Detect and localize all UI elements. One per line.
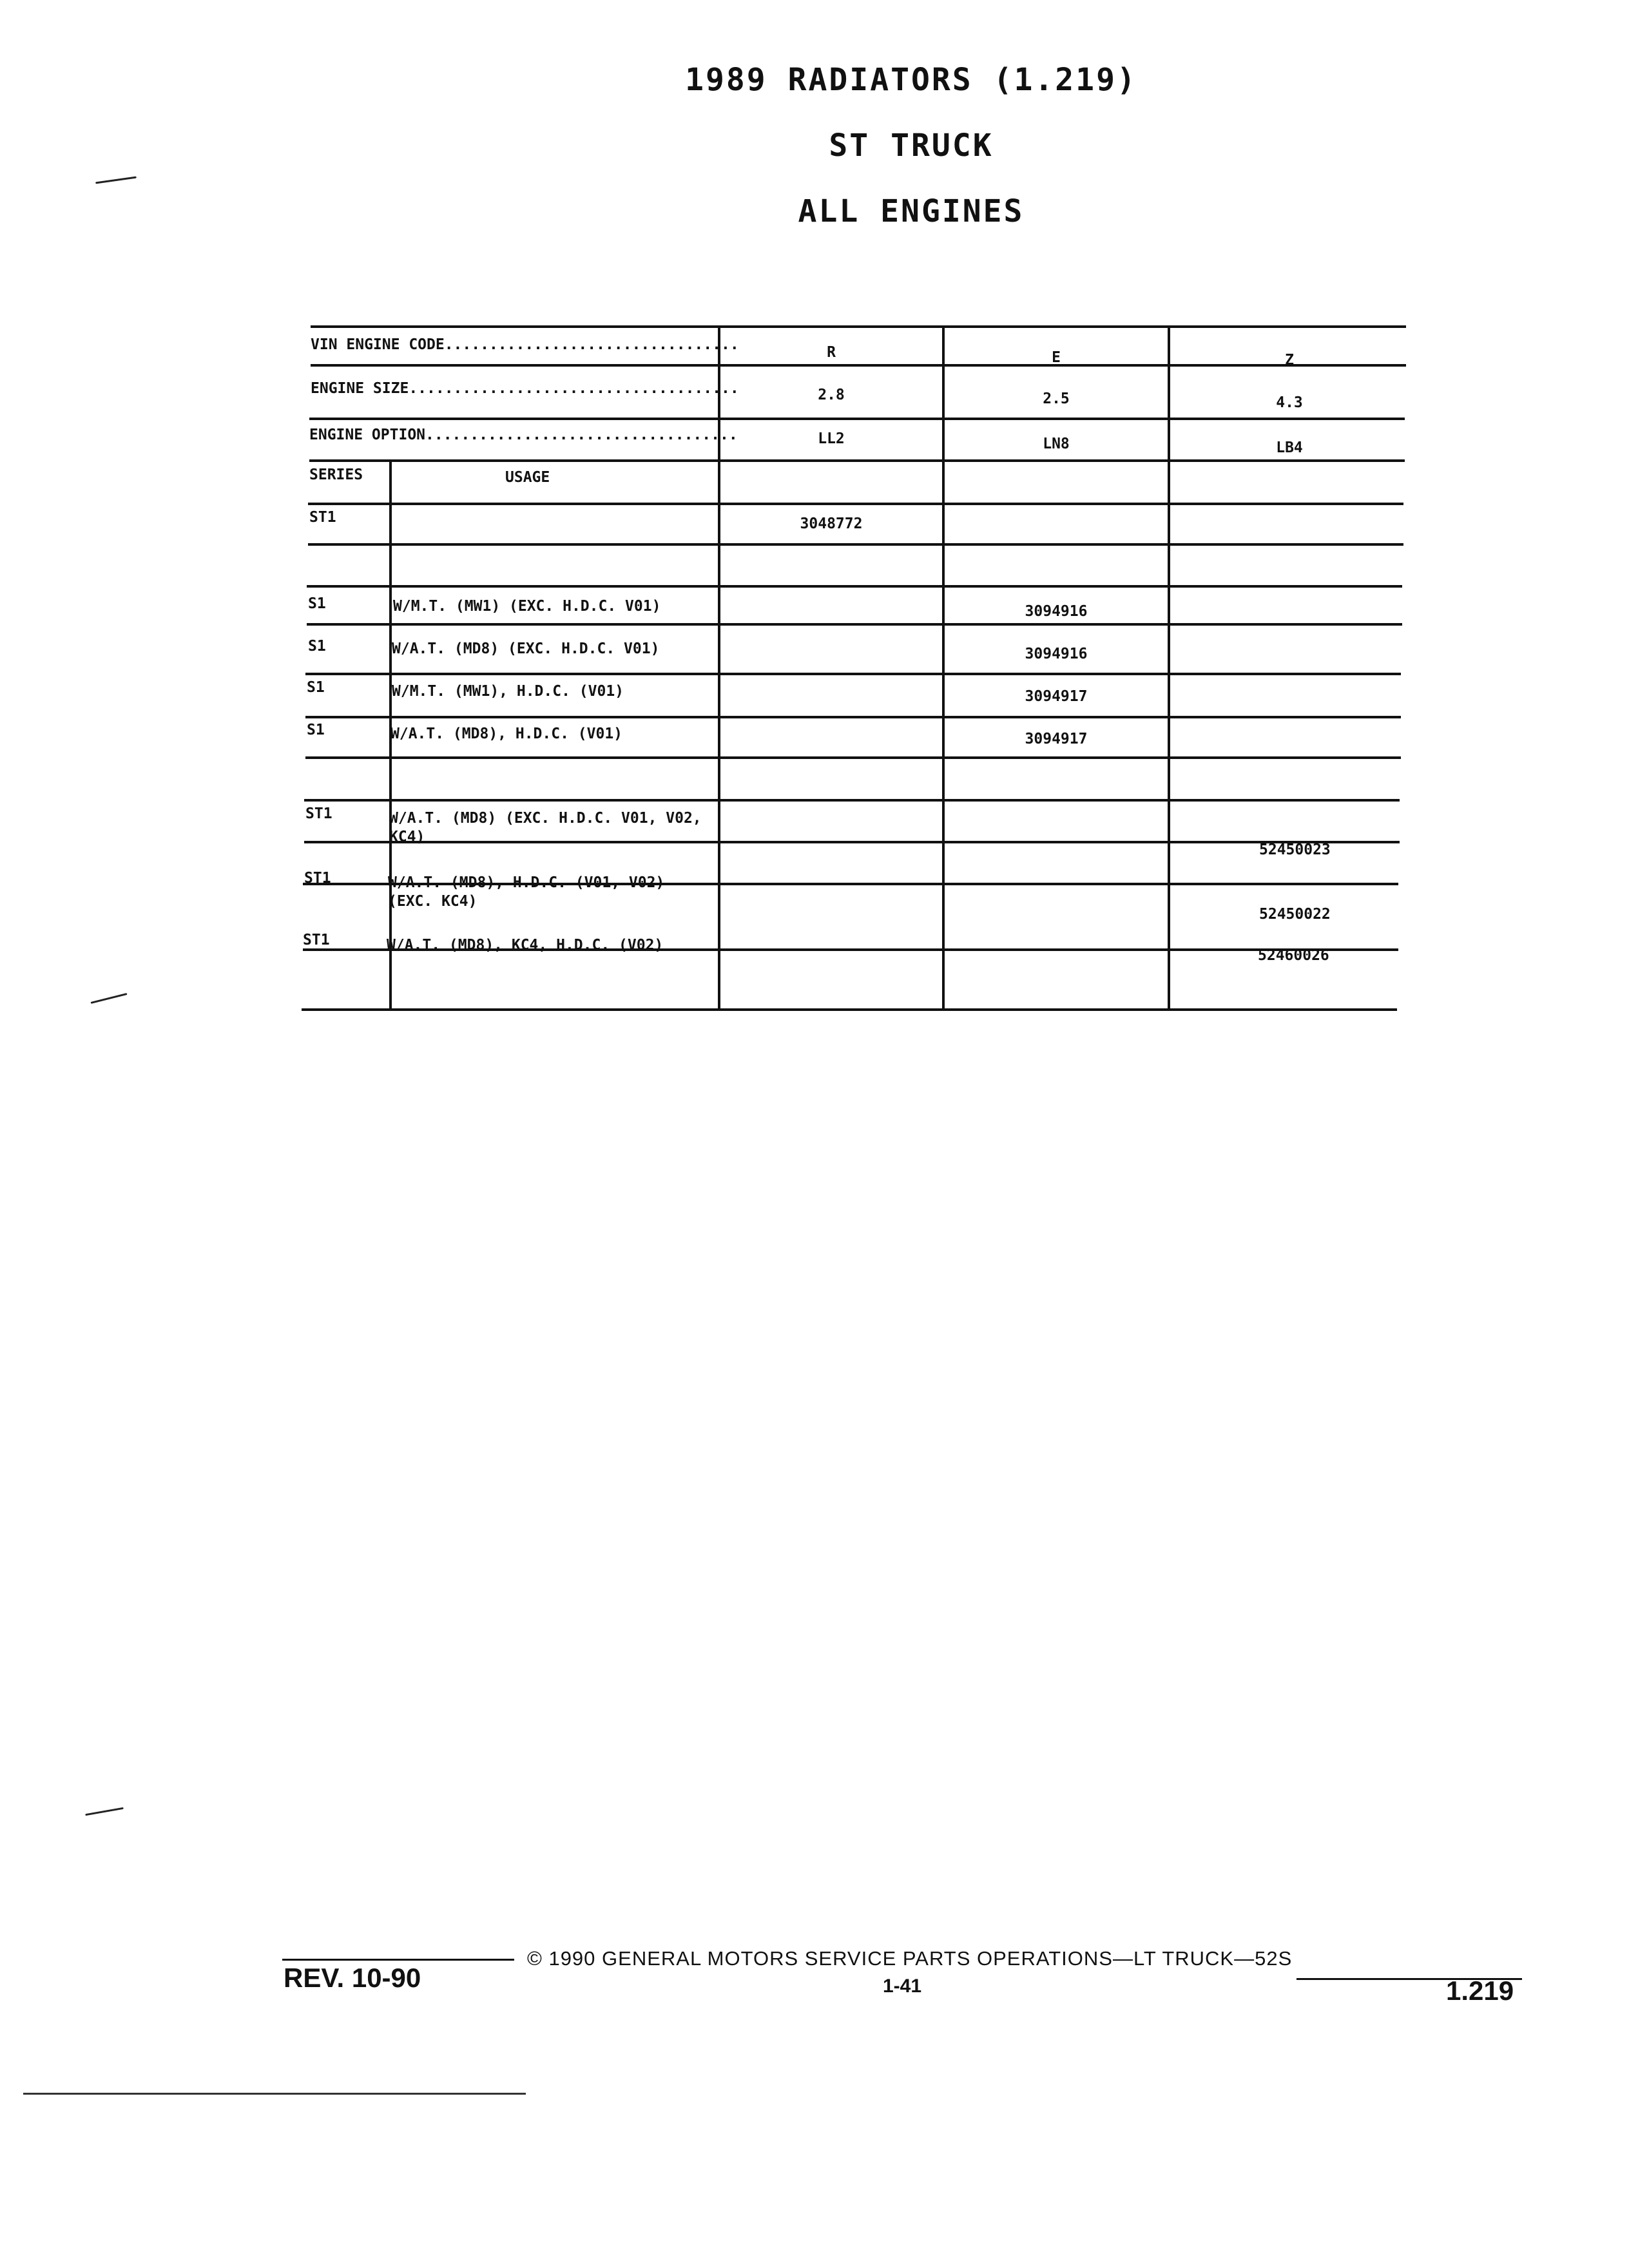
row-part-z: 52460026: [1258, 947, 1329, 964]
table-rule: [309, 459, 1405, 462]
row-series: ST1: [309, 509, 336, 526]
row-usage: W/A.T. (MD8), H.D.C. (V01, V02) (EXC. KC4): [388, 874, 665, 910]
engine-size-z: 4.3: [1276, 394, 1303, 411]
row-usage: W/M.T. (MW1) (EXC. H.D.C. V01): [393, 598, 661, 615]
table-rule: [307, 623, 1402, 626]
table-rule: [304, 799, 1400, 802]
row-part-e: 3094917: [1025, 688, 1088, 705]
row-series: S1: [308, 595, 326, 612]
row-usage: W/A.T. (MD8) (EXC. H.D.C. V01): [392, 640, 660, 657]
engine-size-label: ENGINE SIZE.....................................: [311, 380, 739, 397]
revision-label: REV. 10-90: [284, 1963, 421, 1993]
margin-mark: [95, 177, 137, 184]
engine-size-r: 2.8: [818, 387, 845, 403]
page-number: 1-41: [883, 1975, 922, 1997]
series-header: SERIES: [309, 466, 363, 483]
row-series: ST1: [305, 805, 333, 822]
page-subtitle-2: ALL ENGINES: [798, 193, 1025, 229]
vin-engine-code-label: VIN ENGINE CODE.................................: [311, 336, 739, 353]
row-series: S1: [307, 679, 325, 696]
row-part-z: 52450023: [1259, 841, 1331, 858]
section-number: 1.219: [1446, 1975, 1514, 2006]
table-rule: [307, 585, 1402, 588]
copyright-notice: © 1990 GENERAL MOTORS SERVICE PARTS OPERATIONS—LT TRUCK—52S: [527, 1947, 1293, 1970]
row-part-e: 3094917: [1025, 731, 1088, 747]
table-column-rule: [1168, 325, 1170, 1010]
vin-code-r: R: [827, 344, 836, 361]
engine-option-r: LL2: [818, 430, 845, 447]
row-series: ST1: [304, 870, 331, 887]
table-rule: [305, 673, 1401, 675]
row-usage: W/A.T. (MD8) (EXC. H.D.C. V01, V02, KC4): [389, 810, 702, 845]
row-usage: W/A.T. (MD8), H.D.C. (V01): [390, 726, 623, 742]
vin-code-e: E: [1052, 349, 1061, 366]
table-rule: [302, 1008, 1397, 1011]
table-rule: [311, 325, 1406, 328]
row-usage: W/A.T. (MD8), KC4, H.D.C. (V02): [387, 937, 664, 954]
row-series: S1: [308, 638, 326, 655]
table-rule: [305, 716, 1401, 718]
table-rule: [308, 503, 1403, 505]
usage-header: USAGE: [505, 469, 550, 486]
row-usage: W/M.T. (MW1), H.D.C. (V01): [392, 683, 624, 700]
engine-option-e: LN8: [1043, 436, 1070, 452]
page-title: 1989 RADIATORS (1.219): [685, 62, 1137, 98]
row-part-e: 3094916: [1025, 603, 1088, 620]
engine-option-label: ENGINE OPTION...................................: [309, 427, 738, 443]
row-series: ST1: [303, 932, 330, 948]
scan-edge-line: [23, 2093, 526, 2095]
margin-mark: [85, 1807, 124, 1816]
table-column-rule: [942, 325, 945, 1010]
table-rule: [308, 543, 1403, 546]
row-series: S1: [307, 722, 325, 738]
engine-option-z: LB4: [1276, 439, 1303, 456]
row-part-r: 3048772: [800, 515, 863, 532]
page-subtitle: ST TRUCK: [829, 128, 994, 164]
row-part-e: 3094916: [1025, 646, 1088, 662]
row-part-z: 52450022: [1259, 906, 1331, 923]
margin-mark: [90, 993, 127, 1004]
footer-rule-left: [282, 1959, 514, 1961]
table-rule: [309, 418, 1405, 420]
table-rule: [305, 756, 1401, 759]
vin-code-z: Z: [1285, 352, 1294, 369]
engine-size-e: 2.5: [1043, 390, 1070, 407]
